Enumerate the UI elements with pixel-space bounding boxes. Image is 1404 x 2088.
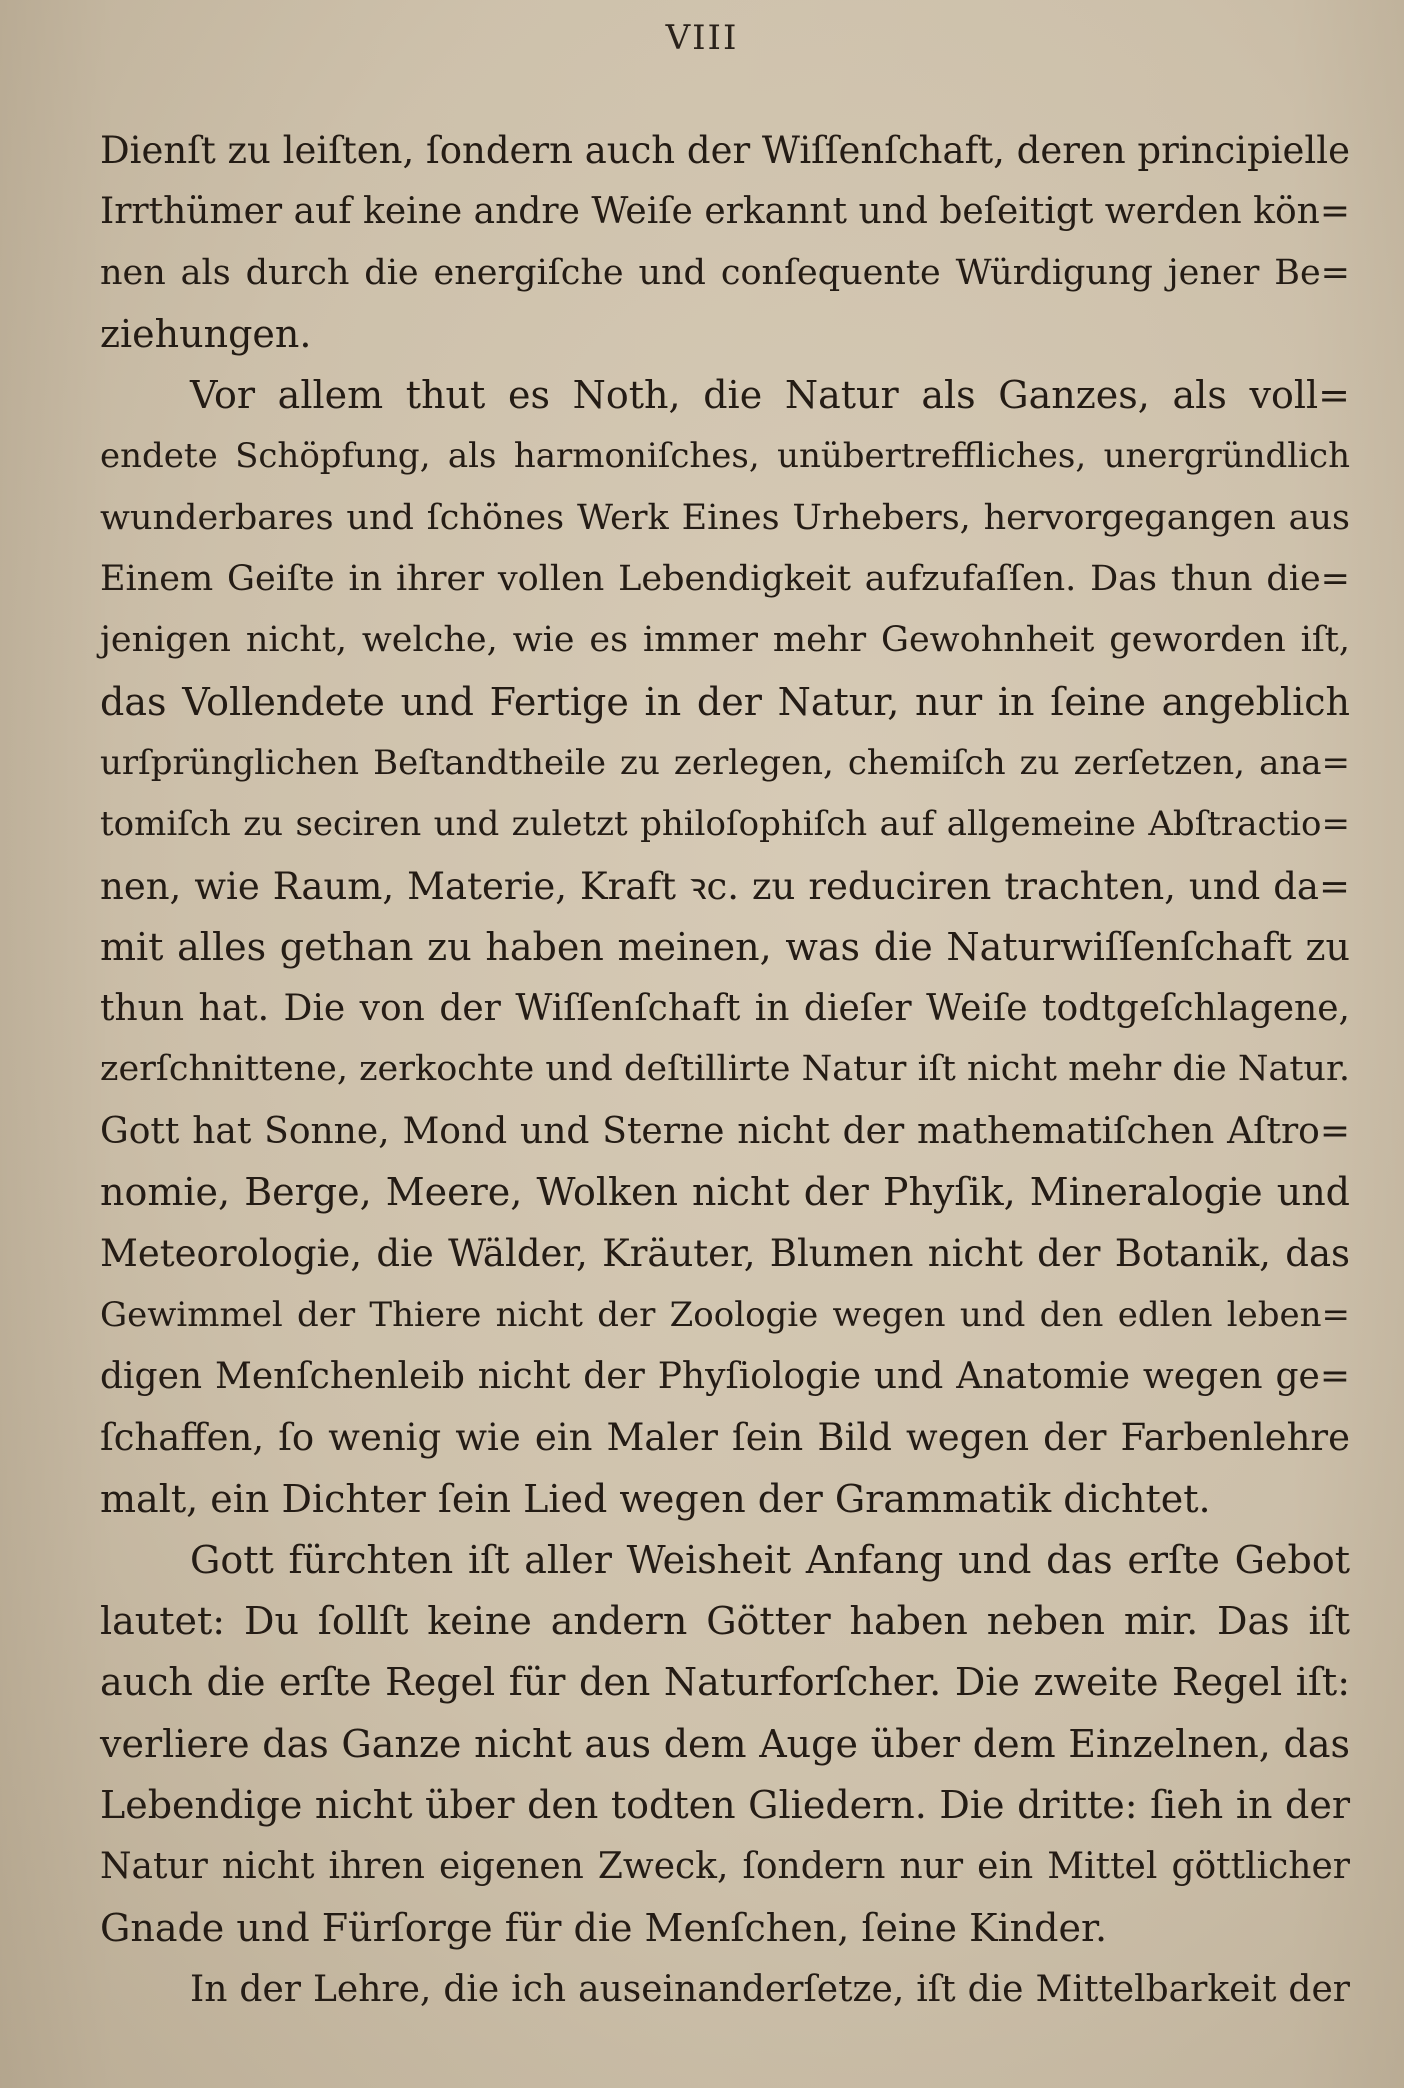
text-line: tomiſch zu seciren und zuletzt philoſophiſch auf allgemeine Abſtractio= (100, 804, 1350, 845)
text-line: ziehungen. (100, 311, 312, 356)
text-line: Vor allem thut es Noth, die Natur als Ganzes, als voll= (190, 373, 1350, 418)
text-line: Dienſt zu leiſten, ſondern auch der Wiſſenſchaft, deren principielle (100, 129, 1350, 172)
text-line: Lebendige nicht über den todten Gliedern. Die dritte: ſieh in der (100, 1783, 1350, 1828)
text-line: ſchaffen, ſo wenig wie ein Maler ſein Bild wegen der Farbenlehre (100, 1416, 1350, 1460)
text-line: Irrthümer auf keine andre Weiſe erkannt und beſeitigt werden kön= (100, 191, 1350, 233)
text-line: Gnade und Fürſorge für die Menſchen, ſeine Kinder. (100, 1905, 1108, 1950)
text-line: Gott hat Sonne, Mond und Sterne nicht der mathematiſchen Aſtro= (100, 1110, 1350, 1152)
text-line: Natur nicht ihren eigenen Zweck, ſondern nur ein Mittel göttlicher (100, 1846, 1350, 1888)
text-line: jenigen nicht, welche, wie es immer mehr Gewohnheit geworden iſt, (100, 620, 1350, 661)
text-line: mit alles gethan zu haben meinen, was die Naturwiſſenſchaft zu (100, 924, 1350, 969)
text-line: malt, ein Dichter ſein Lied wegen der Grammatik dichtet. (100, 1476, 1211, 1521)
text-line: nen, wie Raum, Materie, Kraft ꝛc. zu reduciren trachten, und da= (100, 864, 1350, 908)
text-line: nomie, Berge, Meere, Wolken nicht der Phyſik, Mineralogie und (100, 1170, 1350, 1215)
body-text (100, 120, 1350, 2020)
text-line: wunderbares und ſchönes Werk Eines Urhebers, hervorgegangen aus (100, 497, 1350, 538)
text-line: verliere das Ganze nicht aus dem Auge über dem Einzelnen, das (100, 1721, 1350, 1766)
text-line: Einem Geiſte in ihrer vollen Lebendigkeit aufzufaſſen. Das thun die= (100, 559, 1350, 600)
text-line: lautet: Du ſollſt keine andern Götter haben neben mir. Das iſt (100, 1599, 1350, 1644)
text-line: zerſchnittene, zerkochte und deſtillirte Natur iſt nicht mehr die Natur. (100, 1049, 1350, 1090)
text-line: auch die erſte Regel für den Naturforſcher. Die zweite Regel iſt: (100, 1660, 1350, 1705)
text-line: Gott fürchten iſt aller Weisheit Anfang und das erſte Gebot (190, 1537, 1350, 1582)
text-line: urſprünglichen Beſtandtheile zu zerlegen, chemiſch zu zerſetzen, ana= (100, 742, 1350, 783)
text-line: Meteorologie, die Wälder, Kräuter, Blumen nicht der Botanik, das (100, 1232, 1350, 1276)
text-line: digen Menſchenleib nicht der Phyſiologie und Anatomie wegen ge= (100, 1355, 1350, 1397)
text-line: In der Lehre, die ich auseinanderſetze, iſt die Mittelbarkeit der (190, 1968, 1350, 2010)
text-line: endete Schöpfung, als harmoniſches, unübertreffliches, unergründlich (100, 436, 1350, 477)
text-line: Gewimmel der Thiere nicht der Zoologie wegen und den edlen leben= (100, 1294, 1350, 1335)
text-line: das Vollendete und Fertige in der Natur, nur in ſeine angeblich (100, 679, 1350, 724)
page-number: VIII (665, 18, 739, 58)
text-line: thun hat. Die von der Wiſſenſchaft in dieſer Weiſe todtgeſchlagene, (100, 988, 1350, 1030)
text-line: nen als durch die energiſche und conſequente Würdigung jener Be= (100, 252, 1350, 293)
